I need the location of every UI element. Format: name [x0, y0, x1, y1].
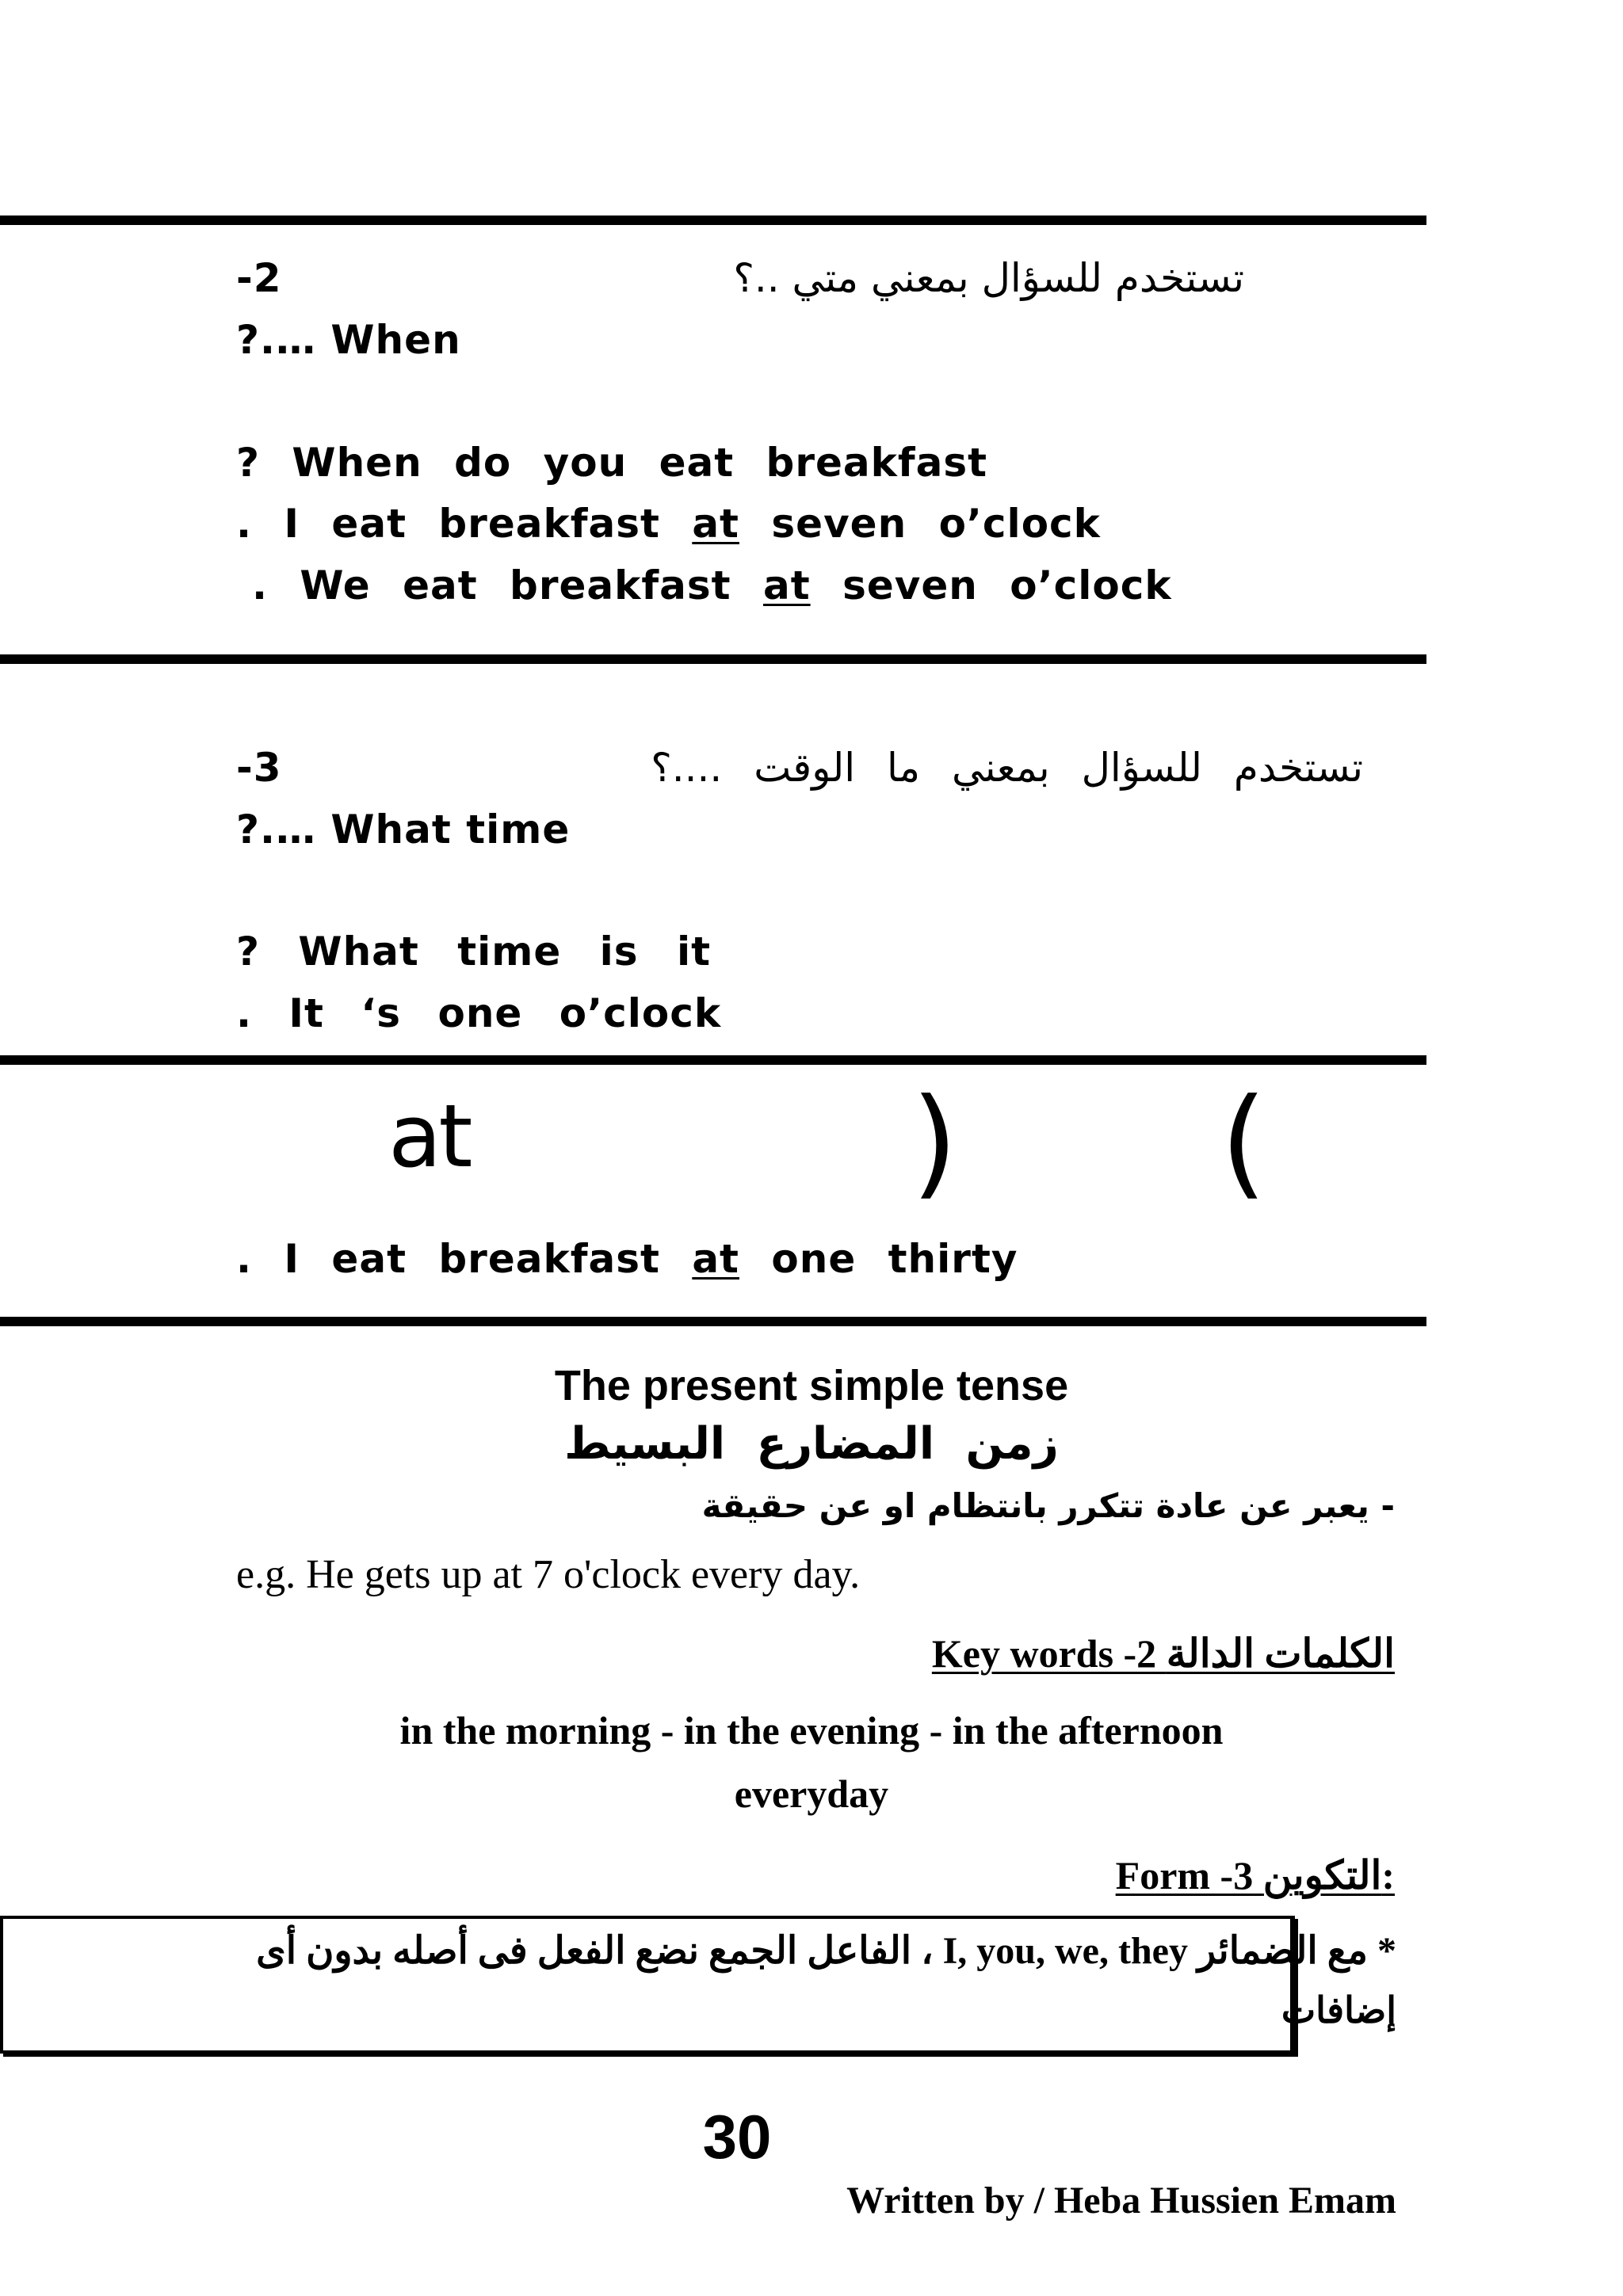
rule-3 [0, 1055, 1426, 1065]
tense-form-rule-line2: إضافات [1281, 1990, 1396, 2031]
at-box-paren-close: ) [911, 1074, 958, 1211]
section2-answer2-pre: . We eat breakfast [252, 563, 731, 608]
section3-answer: . It ‘s one o’clock [236, 990, 722, 1036]
tense-form-rule-line1: * مع الضمائر I, you, we, they ، الفاعل الجمع نضع الفعل فى أصله بدون أى [256, 1930, 1396, 1972]
section3-question: ? What time is it [236, 929, 712, 974]
section3-keyword: ?.… What time [236, 807, 571, 852]
tense-arabic-title: زمن المضارع البسيط [564, 1418, 1059, 1470]
at-box-word: at [388, 1085, 470, 1187]
page-number: 30 [702, 2102, 772, 2172]
section3-number: -3 [236, 745, 282, 791]
rule-4 [0, 1317, 1426, 1326]
tense-keywords-heading-text: Key words -2 الكلمات الدالة [931, 1631, 1395, 1676]
section2-answer2-post: seven o’clock [842, 563, 1172, 608]
tense-title: The present simple tense [554, 1362, 1069, 1409]
rule-top [0, 215, 1426, 225]
section2-answer1-post: seven o’clock [771, 501, 1101, 547]
section2-answer1 [236, 501, 1101, 547]
section2-number: -2 [236, 255, 282, 301]
section2-arabic-note: تستخدم للسؤال بمعني متي ..؟ [733, 255, 1244, 301]
at-box-example-pre: . I eat breakfast [236, 1236, 660, 1282]
section2-keyword: ?.… When [236, 317, 461, 363]
tense-example: e.g. He gets up at 7 o'clock every day. [236, 1552, 861, 1597]
tense-keywords-heading [792, 1630, 1395, 1676]
at-box-example-at: at [692, 1236, 739, 1282]
tense-form-heading-text: Form -3 التكوين: [1115, 1853, 1395, 1897]
section3-arabic-note: تستخدم للسؤال بمعني ما الوقت ....؟ [651, 745, 1363, 791]
tense-keywords-line1: in the morning - in the evening - in the afternoon [399, 1708, 1224, 1753]
footer-author: Written by / Heba Hussien Emam [846, 2180, 1396, 2222]
at-box-paren-open: ( [1220, 1074, 1267, 1211]
section2-question: ? When do you eat breakfast [236, 440, 988, 486]
tense-keywords-line2: everyday [734, 1772, 889, 1816]
tense-form-heading [872, 1852, 1395, 1898]
rule-2 [0, 654, 1426, 664]
section2-answer1-at: at [692, 501, 739, 547]
at-box-example-post: one thirty [771, 1236, 1018, 1282]
section2-answer2 [252, 563, 1172, 608]
section2-answer2-at: at [762, 563, 811, 608]
at-box-example [236, 1236, 1018, 1282]
section2-answer1-pre: . I eat breakfast [236, 501, 660, 547]
tense-usage-arabic: - يعبر عن عادة تتكرر بانتظام او عن حقيقة [701, 1486, 1395, 1525]
